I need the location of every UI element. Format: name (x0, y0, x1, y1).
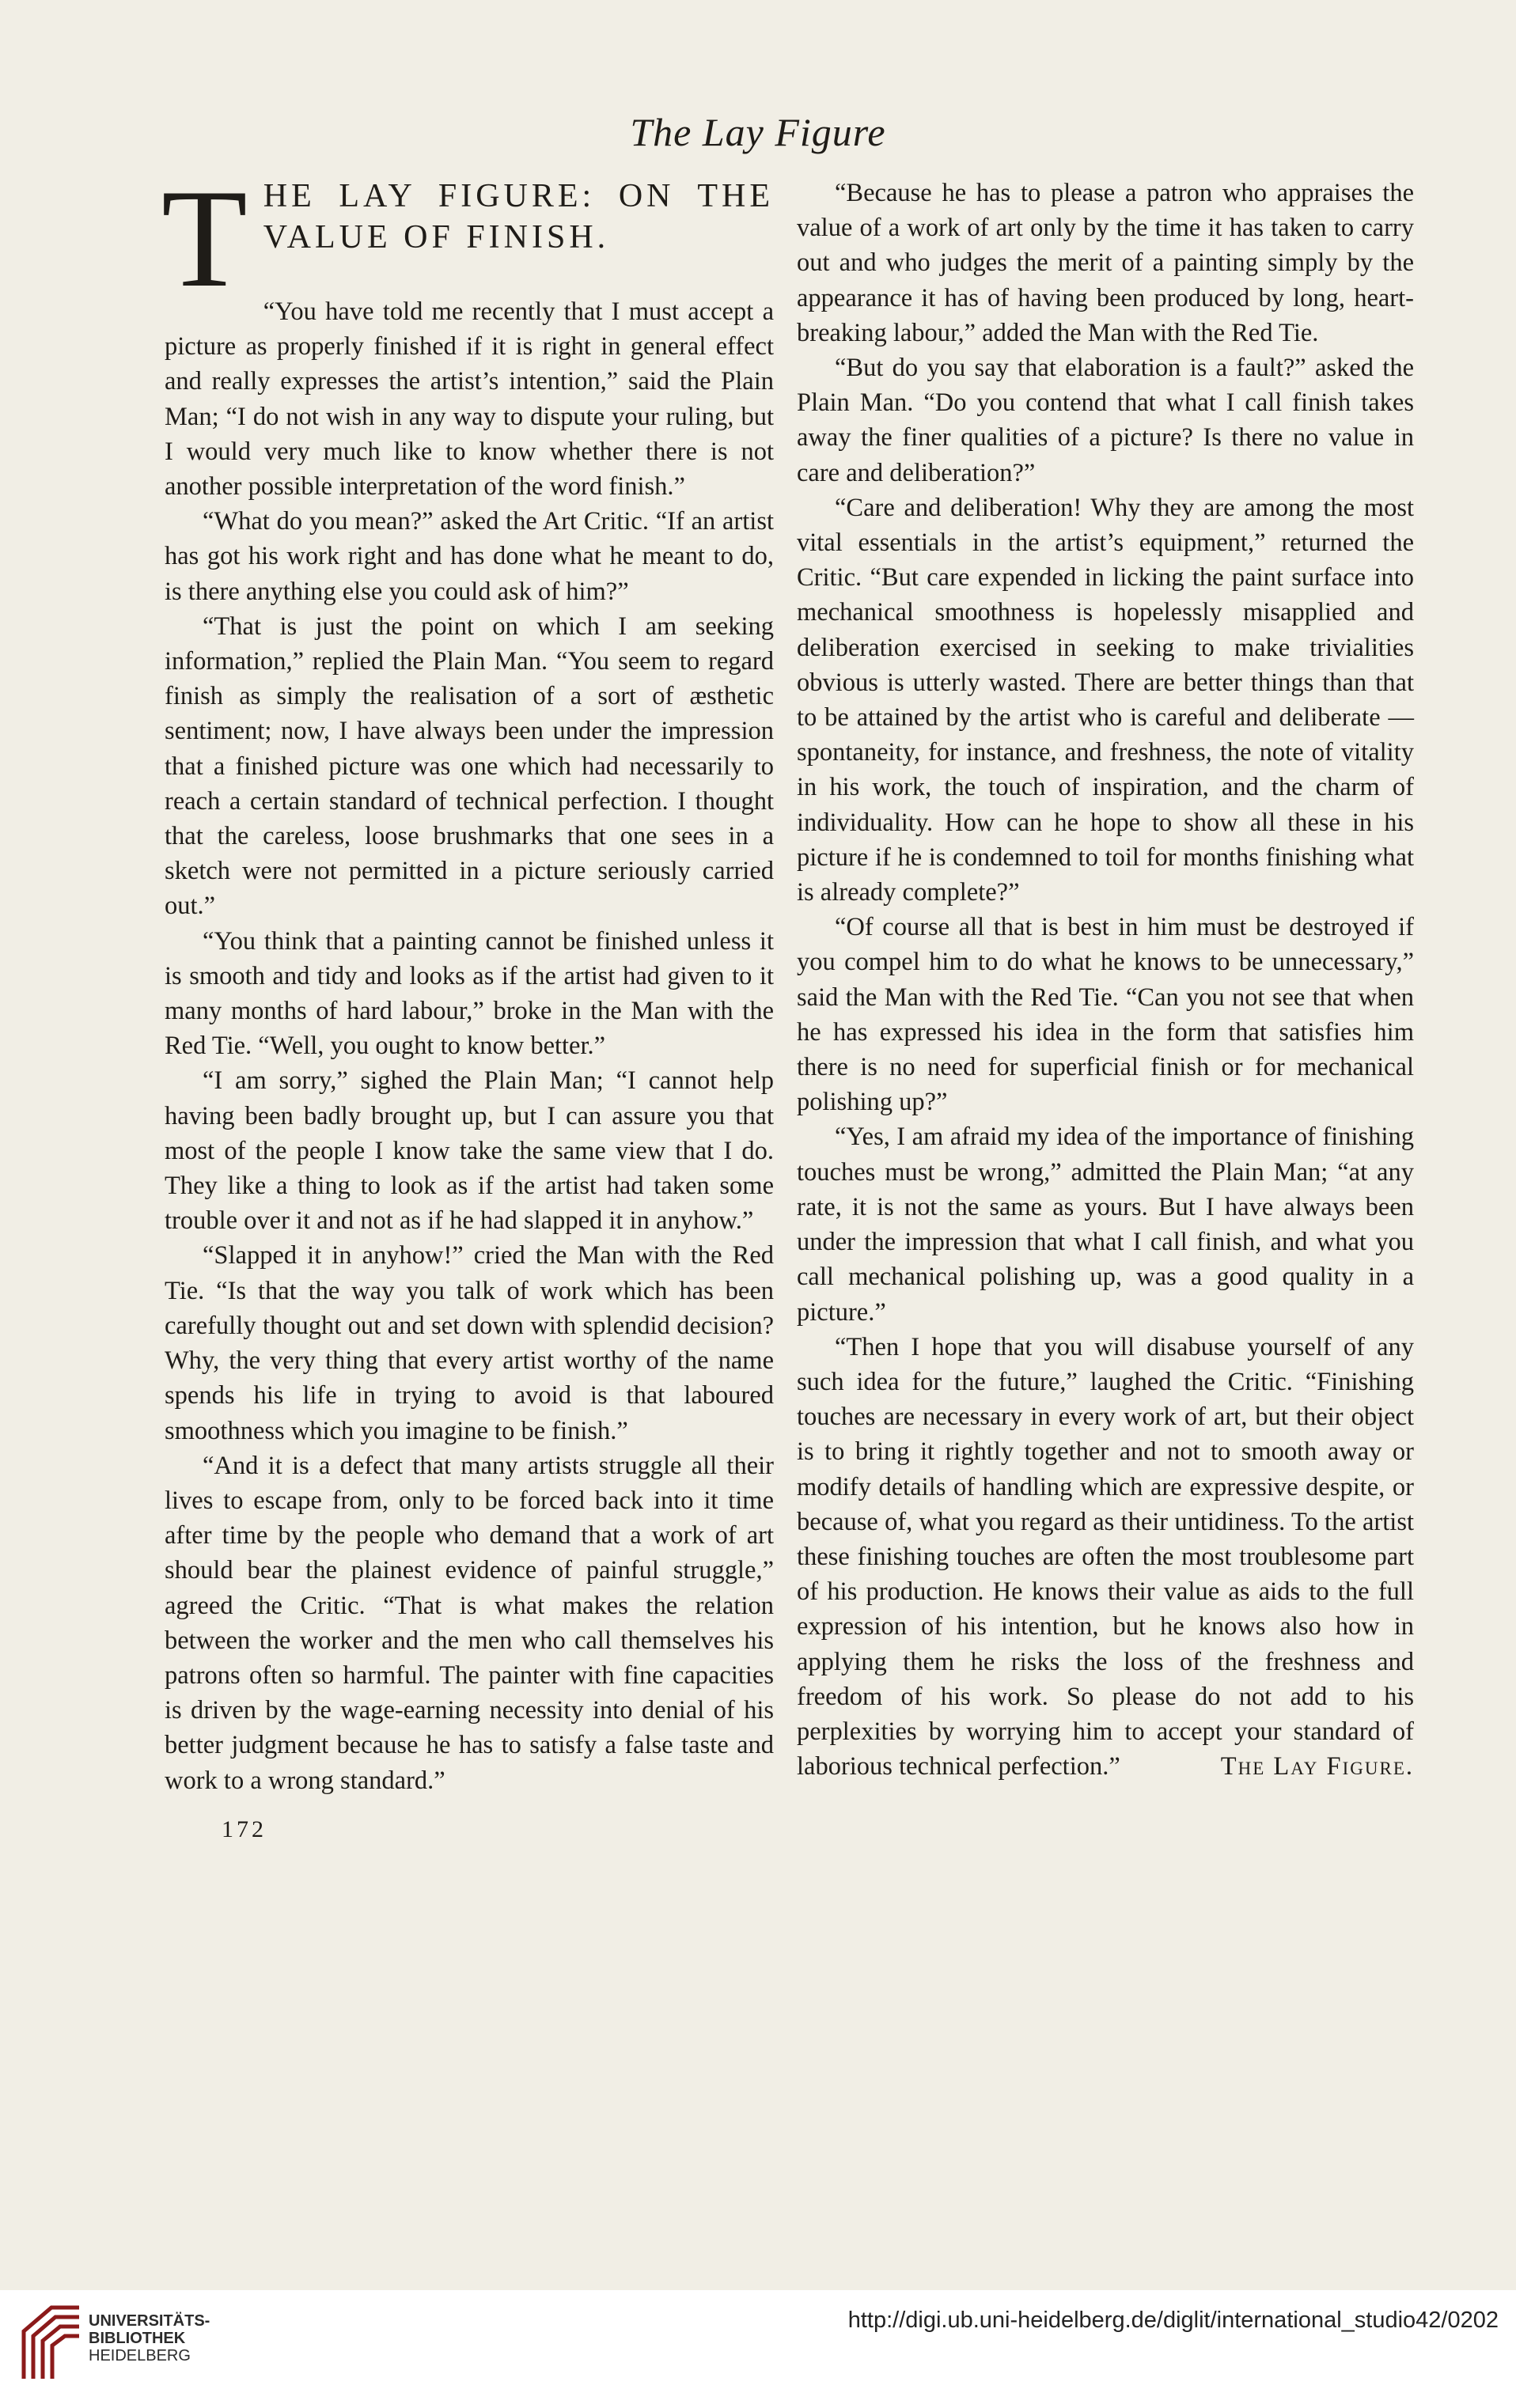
left-paragraph: “You think that a painting cannot be finished unless it is smooth and tidy and looks as if the artist had given to it many months of hard labour,” broke in the Man with the Red Tie. “Well, you ought to know better.” (165, 926, 774, 1061)
right-paragraph: “Of course all that is best in him must be destroyed if you compel him to do what he knows to be unnecessary,” said the Man with the Red Tie. “Can you not see that when he has expressed his idea in the form that satisfies him there is no need for superficial finish or for mechanical polishing up?” (797, 913, 1414, 1117)
library-name-line2: BIBLIOTHEK (89, 2330, 186, 2347)
right-paragraph: “Then I hope that you will disabuse yourself of any such idea for the future,” laughed the Critic. “Finishing touches are necessary in every work of art, but their object is to bring it rightly together and not to smooth away or modify details of handling which are expressive despite, or because of, what you regard as their untidiness. To the artist these finishing touches are often the most troublesome part of his production. He knows their value as aids to the full expression of his intention, but he knows also how in applying them he risks the loss of the freshness and freedom of his work. So please do not add to his perplexities by worrying him to accept your standard of laborious technical perfection.” (797, 1332, 1414, 1781)
source-url-link[interactable]: http://digi.ub.uni-heidelberg.de/diglit/international_studio42/0202 (847, 2308, 1499, 2333)
page-number: 172 (222, 1815, 267, 1842)
right-paragraph: “Care and deliberation! Why they are among the most vital essentials in the artist’s equipment,” returned the Critic. “But care expended in licking the paint surface into mechanical smoothness is hopelessly misapplied and deliberation exercised in seeking to make trivialities obvious is utterly wasted. There are better things than that to be attained by the artist who is careful and deliberate —spontaneity, for instance, and freshness, the note of vitality in his work, the touch of inspiration, and the charm of individuality. How can he hope to show all these in his picture if he is condemned to toil for months finishing what is already complete?” (797, 493, 1414, 907)
right-paragraph: “Because he has to please a patron who appraises the value of a work of art only by the time it has taken to carry out and who judges the merit of a painting simply by the appearance it has of having been produced by long, heart-breaking labour,” added the Man with the Red Tie. (797, 179, 1414, 347)
article-title: HE LAY FIGURE: ON THE VALUE OF FINISH. (263, 178, 774, 256)
right-paragraph: “But do you say that elaboration is a fault?” asked the Plain Man. “Do you contend that what I call finish takes away the finer qualities of a picture? Is there no value in care and deliberation?” (797, 354, 1414, 487)
left-column (161, 160, 774, 1847)
right-column (797, 176, 1414, 1785)
left-paragraph: “You have told me recently that I must accept a picture as properly finished if it is right in general effect and really expresses the artist’s intention,” said the Plain Man; “I do not wish in any way to dispute your ruling, but I would very much like to know whether there is not another possible interpretation of the word finish.” (165, 297, 774, 502)
running-head: The Lay Figure (630, 110, 886, 154)
right-paragraph: “Yes, I am afraid my idea of the importance of finishing touches must be wrong,” admitted the Plain Man; “at any rate, it is not the same as yours. But I have always been under the impression that what I call finish, and what you call mechanical polishing up, was a good quality in a picture.” (797, 1123, 1414, 1327)
left-paragraph: “Slapped it in anyhow!” cried the Man with the Red Tie. “Is that the way you talk of work which has been carefully thought out and set down with splendid decision? Why, the very thing that every artist worthy of the name spends his life in trying to avoid is that laboured smoothness which you imagine to be finish.” (165, 1241, 774, 1445)
library-name-line3: HEIDELBERG (89, 2347, 191, 2364)
left-paragraph: “What do you mean?” asked the Art Critic. “If an artist has got his work right and has done what he meant to do, is there anything else you could ask of him?” (165, 507, 774, 606)
signature: The Lay Figure. (1220, 1752, 1414, 1781)
left-paragraph: “And it is a defect that many artists struggle all their lives to escape from, only to be forced back into it time after time by the people who demand that a work of art should bear the plainest evidence of painful struggle,” agreed the Critic. “That is what makes the relation between the worker and the men who call themselves his patrons often so harmful. The painter with fine capacities is driven by the wage-earning necessity into denial of his better judgment because he has to satisfy a false taste and work to a wrong standard.” (165, 1451, 774, 1795)
library-name (89, 2312, 210, 2364)
library-name-line1: UNIVERSITÄTS- (89, 2312, 210, 2330)
article-heading (161, 160, 774, 316)
right-body (797, 176, 1414, 1784)
drop-cap: T (161, 160, 248, 316)
left-paragraph: “I am sorry,” sighed the Plain Man; “I cannot help having been badly brought up, but I can assure you that most of the people I know take the same view that I do. They like a thing to look as if the artist had taken some trouble over it and not as if he had slapped it in anyhow.” (165, 1066, 774, 1236)
left-paragraph: “That is just the point on which I am seeking information,” replied the Plain Man. “You seem to regard finish as simply the realisation of a sort of æsthetic sentiment; now, I have always been under the impression that a finished picture was one which had necessarily to reach a certain standard of technical perfection. I thought that the careless, loose brushmarks that one sees in a sketch were not permitted in a picture seriously carried out.” (165, 611, 774, 921)
left-body (165, 294, 774, 1798)
footer-bar (0, 2290, 1516, 2408)
